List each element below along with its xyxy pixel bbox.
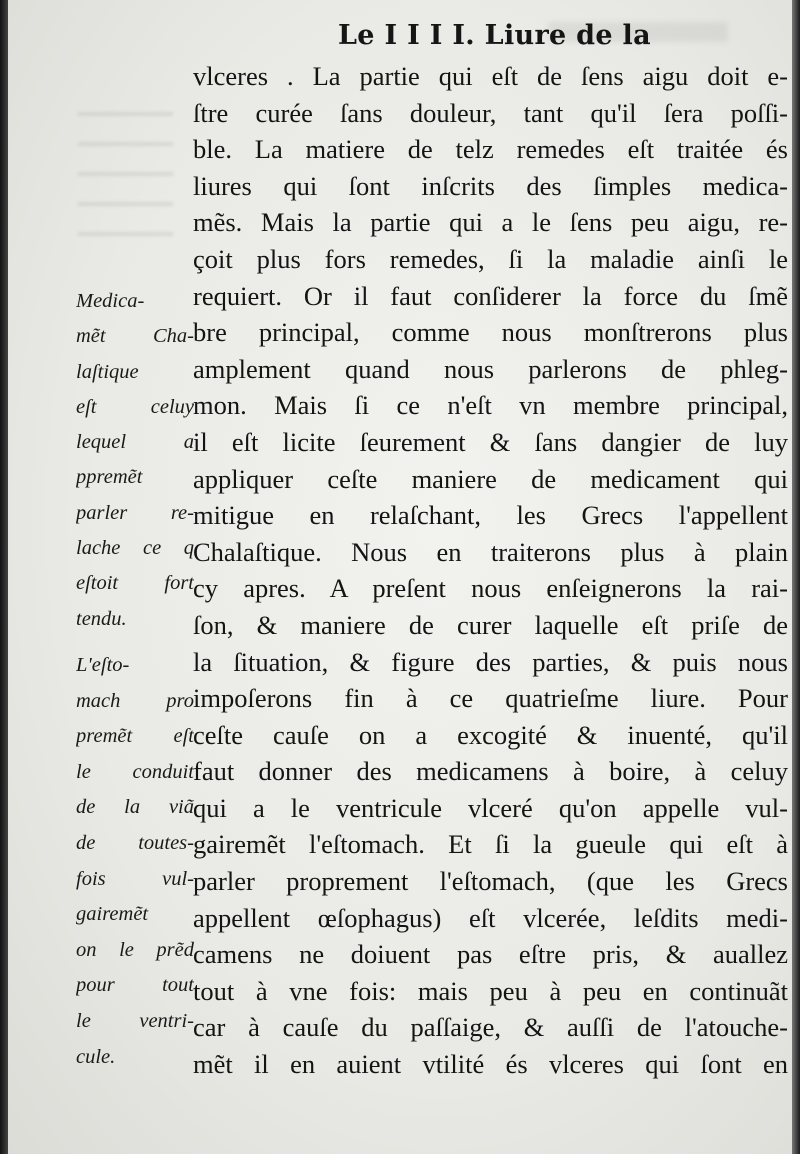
margin-note-chalastique (76, 284, 194, 637)
margin-note-line: fois vul- (76, 867, 194, 890)
book-page (8, 0, 792, 1154)
margin-note-line: Medica- (76, 290, 145, 312)
text-line: ble. La matiere de telz remedes eſt traitée és (193, 134, 788, 165)
margin-note-line: mẽt Cha- (76, 325, 194, 348)
margin-note-line: le ventri- (76, 1009, 194, 1032)
text-line: qui a le ventricule vlceré qu'on appelle vul- (193, 792, 788, 823)
text-line: çoit plus fors remedes, ſi la maladie ainſi le (193, 243, 788, 274)
margin-note-line: lache ce q (76, 537, 194, 560)
margin-note-line: L'eſto- (76, 654, 130, 676)
margin-note-line: gairemẽt (76, 903, 149, 926)
margin-note-line: pour tout (76, 974, 194, 997)
text-line: liures qui ſont inſcrits des ſimples medica- (193, 170, 788, 201)
main-text-block (193, 58, 788, 1083)
text-line: car à cauſe du paſſaige, & auſſi de l'atouche- (193, 1012, 788, 1043)
margin-note-line: on le prẽd (76, 938, 194, 961)
margin-note-line: laſtique (76, 360, 139, 383)
text-line: Chalaſtique. Nous en traiterons plus à plain (193, 536, 788, 567)
text-line: mitigue en relaſchant, les Grecs l'appellent (193, 500, 788, 531)
show-through-bleed (78, 100, 173, 240)
margin-note-line: parler re- (76, 501, 194, 524)
text-line: mẽs. Mais la partie qui a le ſens peu aigu, re- (193, 207, 788, 238)
scan-left-edge (0, 0, 8, 1154)
margin-note-estomach (76, 648, 194, 1075)
margin-note-line: eſt celuy (76, 395, 194, 418)
text-line: appliquer ceſte maniere de medicament qui (193, 463, 788, 494)
margin-note-line: lequel a (76, 431, 194, 454)
scan-right-edge (792, 0, 800, 1154)
margin-note-line: tendu. (76, 607, 127, 630)
text-line: camens ne doiuent pas eſtre pris, & auallez (193, 939, 788, 970)
text-line: faut donner des medicamens à boire, à celuy (193, 756, 788, 787)
text-line: cy apres. A preſent nous enſeignerons la rai- (193, 573, 788, 604)
text-line: la ſituation, & figure des parties, & puis nous (193, 646, 788, 677)
margin-note-line: de toutes- (76, 831, 194, 854)
text-line: appellent œſophagus) eſt vlcerée, leſdits medi- (193, 902, 788, 933)
margin-note-line: eſtoit fort (76, 572, 194, 595)
text-line: vlceres . La partie qui eſt de ſens aigu doit e- (193, 61, 788, 91)
text-line: mon. Mais ſi ce n'eſt vn membre principal, (193, 390, 788, 421)
text-line: il eſt licite ſeurement & ſans dangier de luy (193, 426, 788, 457)
text-line: ſtre curée ſans douleur, tant qu'il ſera poſſi- (193, 97, 788, 128)
text-line: ſon, & maniere de curer laquelle eſt priſe de (193, 609, 788, 640)
text-line: ceſte cauſe on a excogité & inuenté, qu'il (193, 719, 788, 750)
margin-note-line: cule. (76, 1045, 116, 1068)
margin-note-line: premẽt eſt (76, 725, 194, 748)
text-line: mẽt il en auient vtilité és vlceres qui ſont en (193, 1049, 788, 1080)
text-line: amplement quand nous parlerons de phleg- (193, 353, 788, 384)
margin-note-line: de la viã (76, 796, 194, 819)
text-line: impoſerons fin à ce quatrieſme liure. Pour (193, 683, 788, 714)
text-line: bre principal, comme nous monſtrerons plus (193, 317, 788, 348)
margin-note-line: le conduit (76, 760, 194, 783)
text-line: parler proprement l'eſtomach, (que les Grecs (193, 866, 788, 897)
text-line: tout à vne fois: mais peu à peu en continuãt (193, 975, 788, 1006)
running-header: Le I I I I. Liure de la (338, 20, 651, 51)
text-line: requiert. Or il faut conſiderer la force du ſmẽ (193, 280, 788, 311)
margin-note-line: ppremẽt (76, 466, 143, 489)
text-line: gairemẽt l'eſtomach. Et ſi la gueule qui eſt à (193, 829, 788, 860)
margin-note-line: mach pro (76, 689, 194, 712)
